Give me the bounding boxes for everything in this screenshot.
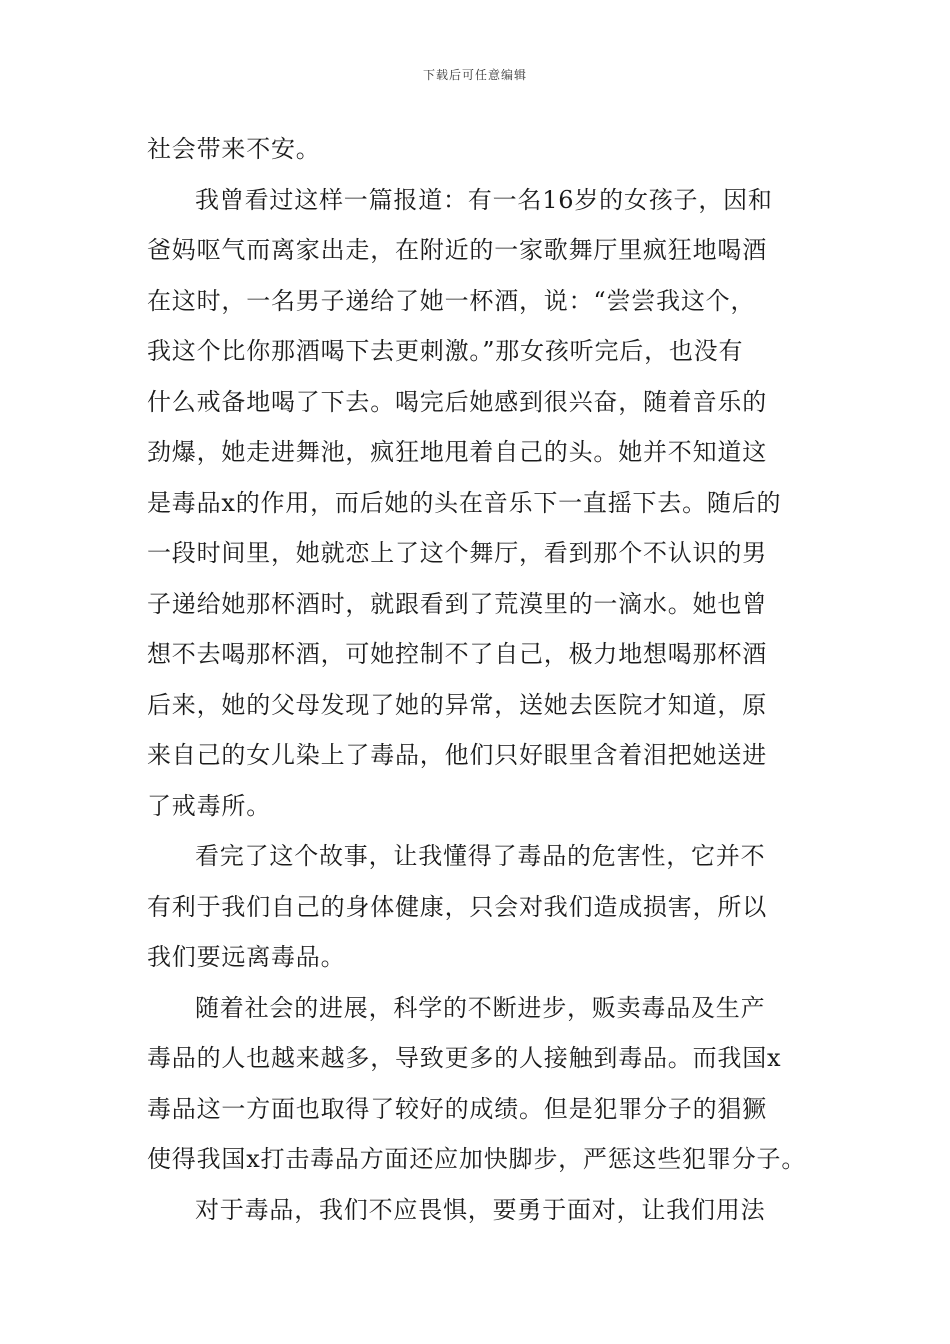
document-body [147, 124, 815, 1235]
text-line: 子递给她那杯酒时，就跟看到了荒漠里的一滴水。她也曾 [147, 589, 767, 618]
text-line: 我们要远离毒品。 [147, 943, 346, 971]
text-line: 什么戒备地喝了下去。喝完后她感到很兴奋，随着音乐的 [147, 387, 767, 416]
text-line: 看完了这个故事，让我懂得了毒品的危害性，它并不 [195, 842, 766, 870]
text-line: 有利于我们自己的身体健康，只会对我们造成损害，所以 [147, 892, 767, 921]
text-line: 爸妈呕气而离家出走，在附近的一家歌舞厅里疯狂地喝酒 [147, 236, 767, 264]
text-line: 随着社会的进展，科学的不断进步，贩卖毒品及生产 [195, 993, 766, 1022]
text-line: 我曾看过这样一篇报道：有一名16岁的女孩子，因和 [195, 185, 773, 214]
text-line: 一段时间里，她就恋上了这个舞厅，看到那个不认识的男 [147, 539, 767, 567]
text-line: 我这个比你那酒喝下去更刺激。”那女孩听完后，也没有 [147, 337, 744, 365]
text-line: 劲爆，她走进舞池，疯狂地甩着自己的头。她并不知道这 [147, 438, 767, 466]
text-line: 来自己的女儿染上了毒品，他们只好眼里含着泪把她送进 [147, 741, 767, 769]
text-line: 后来，她的父母发现了她的异常，送她去医院才知道，原 [147, 690, 767, 719]
text-line: 使得我国x打击毒品方面还应加快脚步，严惩这些犯罪分子。 [147, 1145, 807, 1173]
text-line: 社会带来不安。 [147, 135, 321, 163]
text-line: 毒品的人也越来越多，导致更多的人接触到毒品。而我国x [147, 1044, 782, 1072]
page-header: 下载后可任意编辑 [422, 68, 527, 82]
text-line: 对于毒品，我们不应畏惧，要勇于面对，让我们用法 [195, 1195, 766, 1224]
text-line: 在这时，一名男子递给了她一杯酒，说：“尝尝我这个， [147, 286, 756, 315]
text-line: 了戒毒所。 [147, 791, 271, 820]
text-line: 毒品这一方面也取得了较好的成绩。但是犯罪分子的猖獗 [147, 1094, 767, 1123]
text-line: 是毒品x的作用，而后她的头在音乐下一直摇下去。随后的 [147, 488, 782, 517]
text-line: 想不去喝那杯酒，可她控制不了自己，极力地想喝那杯酒 [147, 640, 767, 668]
